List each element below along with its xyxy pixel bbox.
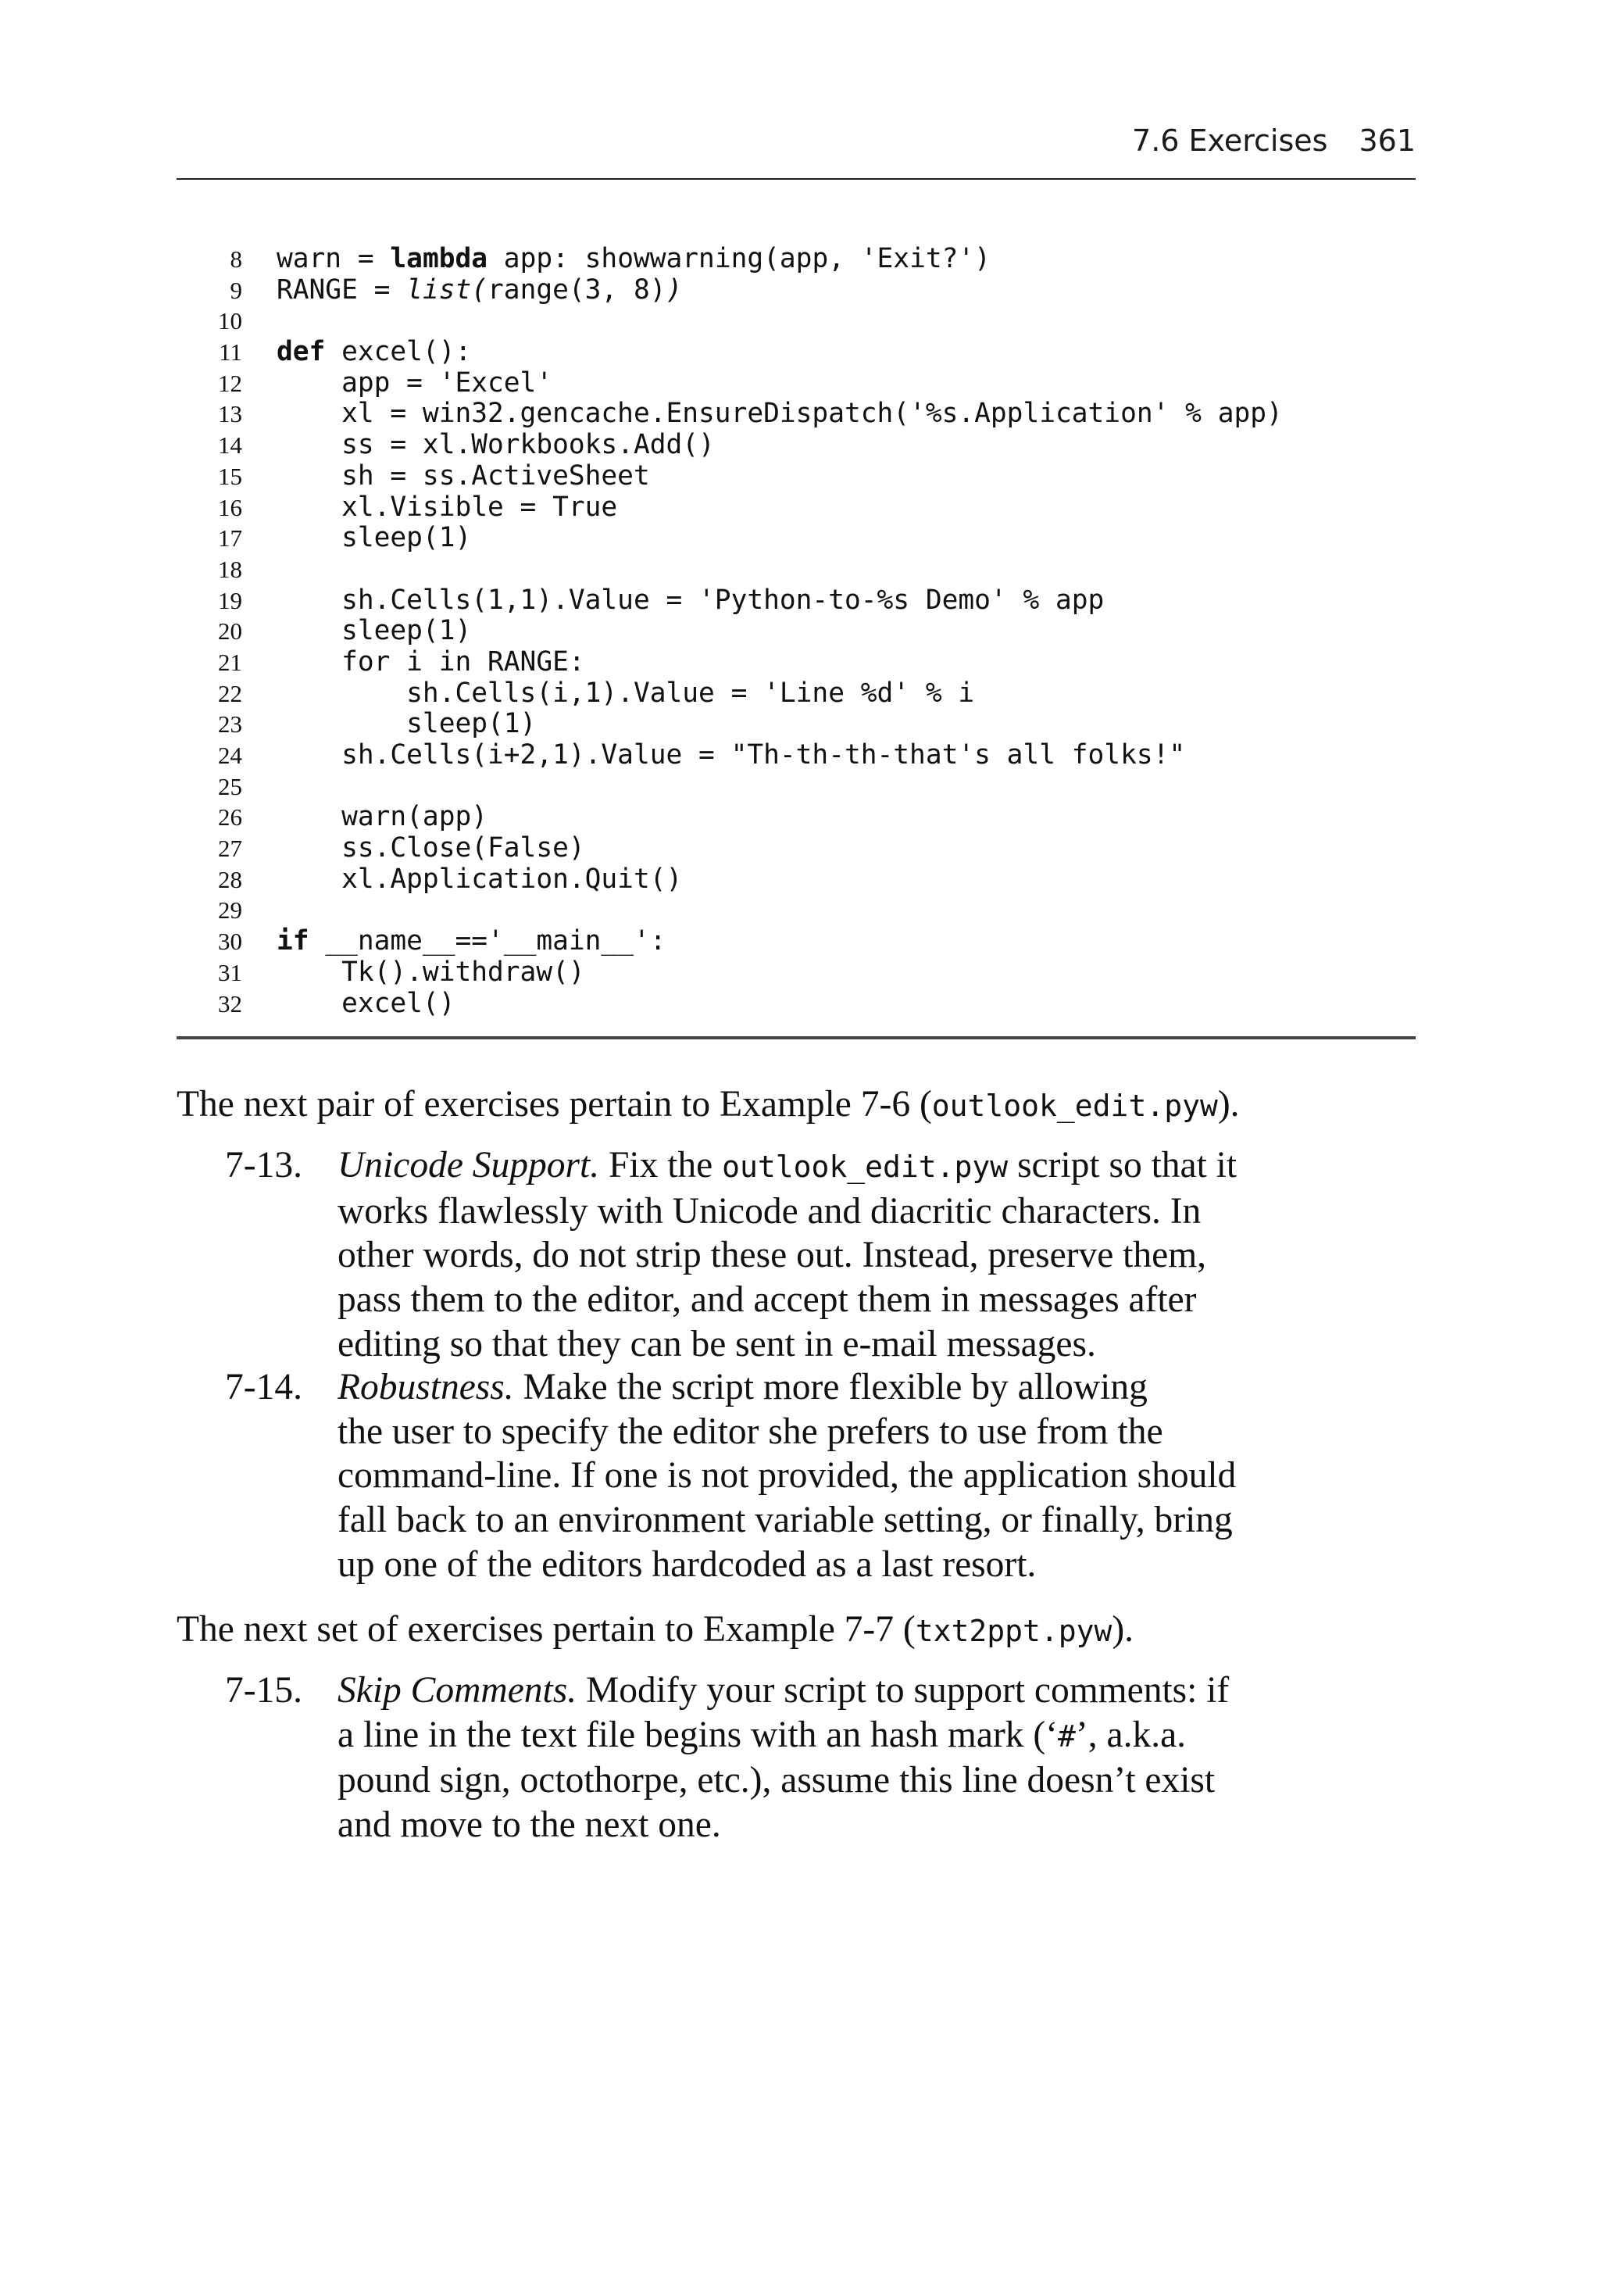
exercise-text: fall back to an environment variable setting, or finally, bring xyxy=(338,1500,1233,1541)
code-token: Tk().withdraw() xyxy=(277,956,585,988)
line-number: 12 xyxy=(218,369,242,397)
code-line xyxy=(177,740,1416,771)
page-number: 361 xyxy=(1359,123,1416,158)
exercise-text: editing so that they can be sent in e-mail messages. xyxy=(338,1323,1096,1364)
exercise-text: command-line. If one is not provided, the application should xyxy=(338,1455,1237,1497)
exercise-7-13 xyxy=(177,1143,1416,1367)
filename-txt2ppt: txt2ppt.pyw xyxy=(915,1614,1112,1648)
line-number: 23 xyxy=(218,710,242,739)
keyword: if xyxy=(277,925,309,957)
exercise-number: 7-13. xyxy=(225,1145,302,1186)
line-number: 24 xyxy=(218,742,242,769)
line-number: 32 xyxy=(218,989,242,1017)
code-token: warn(app) xyxy=(277,801,488,833)
keyword: def xyxy=(277,336,326,368)
intro-paragraph-example-7-7 xyxy=(177,1608,1416,1654)
intro-text-end: ). xyxy=(1112,1609,1134,1650)
code-token: sh.Cells(1,1).Value = 'Python-to-%s Demo' % app xyxy=(277,584,1105,616)
exercise-text: Make the script more flexible by allowing xyxy=(513,1367,1148,1407)
code-text xyxy=(277,926,666,957)
exercise-text: Fix the xyxy=(599,1145,723,1186)
code-text xyxy=(277,430,715,461)
running-head xyxy=(1132,123,1416,158)
code-line xyxy=(177,461,1416,492)
code-line xyxy=(177,771,1416,803)
code-line xyxy=(177,275,1416,306)
code-line xyxy=(177,337,1416,368)
code-line xyxy=(177,399,1416,430)
code-text xyxy=(277,678,974,710)
exercise-text: the user to specify the editor she prefers to use from the xyxy=(338,1411,1163,1452)
code-text xyxy=(277,275,682,306)
code-token: sh.Cells(i,1).Value = 'Line %d' % i xyxy=(277,677,975,709)
code-listing xyxy=(177,244,1416,1019)
code-token: for i in RANGE: xyxy=(277,646,585,678)
code-text xyxy=(277,523,471,554)
exercise-text: Modify your script to support comments: if xyxy=(577,1670,1230,1711)
code-text xyxy=(277,337,471,368)
code-line xyxy=(177,709,1416,740)
code-token: xl.Visible = True xyxy=(277,491,618,523)
code-line xyxy=(177,554,1416,585)
filename-outlook-edit: outlook_edit.pyw xyxy=(722,1150,1009,1184)
exercise-7-14 xyxy=(177,1365,1416,1587)
line-number: 28 xyxy=(218,865,242,893)
code-text xyxy=(277,647,585,678)
code-listing-bottom-rule xyxy=(177,1036,1416,1039)
code-line xyxy=(177,647,1416,678)
keyword: lambda xyxy=(390,243,488,274)
line-number: 30 xyxy=(218,928,242,956)
code-token: ss.Close(False) xyxy=(277,832,585,864)
exercise-text: up one of the editors hardcoded as a last resort. xyxy=(338,1543,1037,1585)
line-number: 16 xyxy=(218,493,242,521)
code-token: RANGE = xyxy=(277,274,407,306)
intro-text: The next set of exercises pertain to Example 7-7 ( xyxy=(177,1609,916,1650)
code-text xyxy=(277,833,585,864)
exercise-text: ’, a.k.a. xyxy=(1075,1714,1187,1755)
code-line xyxy=(177,430,1416,461)
code-line xyxy=(177,616,1416,647)
code-line xyxy=(177,833,1416,864)
exercise-title: Unicode Support. xyxy=(338,1145,600,1186)
code-line xyxy=(177,864,1416,896)
line-number: 8 xyxy=(230,245,242,273)
exercise-text: other words, do not strip these out. Instead, preserve them, xyxy=(338,1235,1207,1276)
line-number: 11 xyxy=(219,338,242,367)
exercise-title: Skip Comments. xyxy=(338,1670,577,1711)
header-rule xyxy=(177,178,1416,180)
exercise-title: Robustness. xyxy=(338,1367,514,1407)
code-text xyxy=(277,399,1283,430)
exercise-text: works flawlessly with Unicode and diacritic characters. In xyxy=(338,1190,1202,1232)
line-number: 31 xyxy=(218,958,242,986)
hash-mark-code: # xyxy=(1058,1718,1076,1754)
exercise-7-15 xyxy=(177,1668,1416,1847)
exercise-number: 7-14. xyxy=(225,1367,302,1407)
code-line xyxy=(177,523,1416,554)
code-text xyxy=(277,989,455,1020)
line-number: 29 xyxy=(218,896,242,924)
code-token: sleep(1) xyxy=(277,522,472,554)
exercise-text: a line in the text file begins with an hash mark (‘ xyxy=(338,1714,1059,1755)
line-number: 18 xyxy=(218,555,242,583)
line-number: 15 xyxy=(218,462,242,490)
line-number: 26 xyxy=(218,803,242,831)
code-token: excel(): xyxy=(325,336,472,368)
code-text xyxy=(277,864,682,896)
line-number: 21 xyxy=(218,648,242,676)
code-text xyxy=(277,492,617,524)
code-token: warn = xyxy=(277,243,391,274)
code-text xyxy=(277,802,488,833)
line-number: 19 xyxy=(218,586,242,614)
line-number: 13 xyxy=(218,400,242,428)
line-number: 27 xyxy=(218,835,242,863)
code-line xyxy=(177,957,1416,989)
code-line xyxy=(177,989,1416,1020)
exercise-number: 7-15. xyxy=(225,1670,302,1711)
code-line xyxy=(177,895,1416,926)
code-line xyxy=(177,492,1416,524)
code-text xyxy=(277,585,1104,617)
code-line xyxy=(177,306,1416,337)
code-line xyxy=(177,244,1416,275)
code-token: xl.Application.Quit() xyxy=(277,863,683,895)
code-text xyxy=(277,957,585,989)
code-line xyxy=(177,368,1416,399)
exercise-text: and move to the next one. xyxy=(338,1804,721,1846)
line-number: 22 xyxy=(218,679,242,707)
code-token: ss = xl.Workbooks.Add() xyxy=(277,429,715,461)
code-line xyxy=(177,926,1416,957)
code-token: ) xyxy=(666,274,683,306)
code-line xyxy=(177,585,1416,617)
code-token: sleep(1) xyxy=(277,615,472,647)
section-title: 7.6 Exercises xyxy=(1132,123,1328,158)
code-token: xl = win32.gencache.EnsureDispatch('%s.Application' % app) xyxy=(277,398,1283,430)
filename-outlook-edit: outlook_edit.pyw xyxy=(931,1089,1218,1123)
code-text xyxy=(277,709,536,740)
code-token: sh.Cells(i+2,1).Value = "Th-th-th-that's all folks!" xyxy=(277,739,1186,771)
intro-text: The next pair of exercises pertain to Example 7-6 ( xyxy=(177,1084,932,1125)
code-text xyxy=(277,740,1185,771)
code-token: __name__=='__main__': xyxy=(309,925,666,957)
line-number: 14 xyxy=(218,431,242,460)
line-number: 10 xyxy=(218,307,242,335)
line-number: 9 xyxy=(230,276,242,304)
exercise-text: script so that it xyxy=(1008,1145,1238,1186)
line-number: 20 xyxy=(218,617,242,646)
code-text xyxy=(277,461,650,492)
code-token: list( xyxy=(406,274,488,306)
code-token: sh = ss.ActiveSheet xyxy=(277,460,650,492)
exercise-text: pound sign, octothorpe, etc.), assume this line doesn’t exist xyxy=(338,1760,1216,1801)
code-line xyxy=(177,802,1416,833)
line-number: 25 xyxy=(218,772,242,800)
code-token: app: showwarning(app, 'Exit?') xyxy=(488,243,991,274)
line-number: 17 xyxy=(218,524,242,553)
code-text xyxy=(277,616,471,647)
code-token: app = 'Excel' xyxy=(277,367,553,399)
code-text xyxy=(277,244,991,275)
intro-paragraph-example-7-6 xyxy=(177,1082,1416,1128)
code-token: range(3, 8) xyxy=(488,274,666,306)
intro-text-end: ). xyxy=(1217,1084,1240,1125)
code-token: sleep(1) xyxy=(277,708,537,740)
code-line xyxy=(177,678,1416,710)
exercise-text: pass them to the editor, and accept them in messages after xyxy=(338,1279,1197,1321)
code-token: excel() xyxy=(277,987,455,1019)
code-text xyxy=(277,368,552,399)
